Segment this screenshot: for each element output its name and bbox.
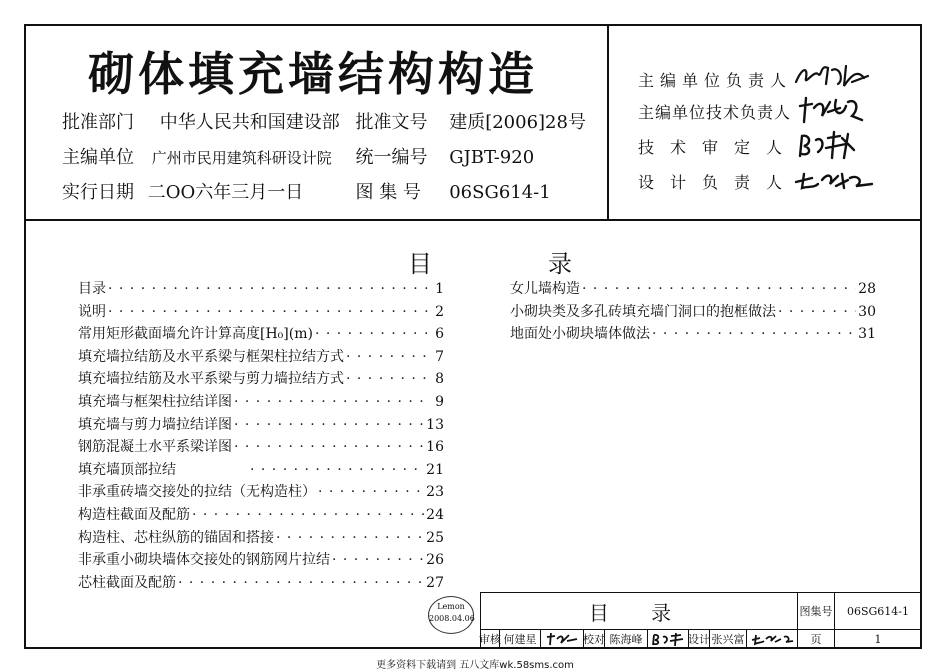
toc-leader: [234, 439, 424, 455]
signature-tech: [796, 94, 866, 126]
toc-entry-page: 7: [435, 348, 444, 365]
toc-leader: [315, 326, 428, 342]
toc-entry[interactable]: [78, 572, 444, 595]
design-signature-mark: [750, 632, 794, 646]
toc-entry-page: 27: [426, 574, 444, 591]
toc-entry-title: 小砌块类及多孔砖填充墙门洞口的抱框做法: [510, 303, 776, 320]
toc-entry[interactable]: [78, 414, 444, 437]
toc-entry[interactable]: [78, 278, 444, 301]
page-title: 砌体填充墙结构构造: [88, 47, 538, 101]
toc-entry-title: 构造柱、芯柱纵筋的锚固和搭接: [78, 529, 274, 546]
toc-leader: [178, 575, 424, 591]
toc-entry-page: 9: [435, 393, 444, 410]
signatory-label-design: 设计负责人: [638, 173, 799, 192]
title-block-sheet-title: 目 录: [480, 592, 798, 630]
unified-no-label: 统一编号: [355, 147, 428, 168]
toc-entry[interactable]: [78, 301, 444, 324]
toc-leader: [778, 304, 856, 320]
toc-leader: [108, 304, 428, 320]
chief-unit-value: 广州市民用建筑科研设计院: [151, 149, 332, 167]
review-signature-mark: [545, 631, 579, 647]
toc-entry[interactable]: [78, 368, 444, 391]
toc-entry[interactable]: [78, 391, 444, 414]
stamp-date: 2008.04.06: [429, 614, 475, 623]
approval-stamp: [428, 596, 474, 634]
stamp-name: Lemon: [437, 602, 465, 611]
title-block-atlas-label: 图集号: [797, 592, 835, 630]
header-vertical-divider: [607, 24, 609, 220]
title-block-check-label: 校对: [583, 629, 605, 649]
title-block-atlas-value: 06SG614-1: [834, 592, 922, 630]
toc-entry-title: 地面处小砌块墙体做法: [510, 326, 650, 343]
effective-date-label: 实行日期: [62, 182, 134, 203]
title-block-check-signature: [647, 629, 689, 649]
chief-unit-line: [62, 143, 534, 169]
toc-heading-right: 录: [548, 250, 578, 278]
title-block-check-name: 陈海峰: [604, 629, 648, 649]
title-block-design-signature: [746, 629, 798, 649]
toc-entry[interactable]: [78, 436, 444, 459]
toc-leader: [332, 552, 424, 568]
signature-chief-unit: [792, 60, 872, 92]
approval-no-value: 建质[2006]28号: [449, 112, 586, 133]
toc-entry-title: 钢筋混凝土水平系梁详图: [78, 439, 232, 456]
toc-entry-page: 1: [435, 281, 444, 297]
toc-leader: [276, 530, 424, 546]
footer-note: 更多资料下载请到 五八文库wk.58sms.com: [376, 660, 574, 671]
effective-date-value: 二OO六年三月一日: [147, 182, 304, 203]
title-block-review-name: 何建星: [499, 629, 541, 649]
toc-entry-title: 目录: [78, 281, 106, 297]
approval-no-label: 批准文号: [355, 112, 428, 133]
toc-entry-page: 24: [426, 506, 444, 523]
title-block-page-value: 1: [834, 629, 922, 649]
toc-leader: [108, 281, 428, 297]
toc-entry[interactable]: [78, 346, 444, 369]
toc-entry[interactable]: [78, 504, 444, 527]
approval-dept-value: 中华人民共和国建设部: [159, 112, 340, 133]
title-block-page-label: 页: [797, 629, 835, 649]
effective-date-line: [62, 178, 551, 204]
approval-dept-label: 批准部门: [62, 112, 134, 133]
toc-entry-title: 芯柱截面及配筋: [78, 574, 176, 591]
check-signature-mark: [651, 631, 685, 647]
toc-entry[interactable]: [510, 301, 876, 324]
toc-entry-page: 23: [426, 484, 444, 501]
toc-entry-page: 25: [426, 529, 444, 546]
toc-entry-page: 30: [858, 303, 876, 320]
chief-unit-label: 主编单位: [62, 147, 134, 168]
toc-entry[interactable]: [510, 278, 876, 301]
toc-entry-page: 6: [435, 326, 444, 343]
toc-entry-title: 女儿墙构造: [510, 281, 580, 297]
signatory-label-review: 技术审定人: [638, 138, 799, 157]
unified-no-value: GJBT-920: [449, 147, 535, 168]
atlas-no-value: 06SG614-1: [449, 182, 551, 203]
toc-entry[interactable]: [78, 459, 444, 482]
toc-entry-title: 非承重小砌块墙体交接处的钢筋网片拉结: [78, 552, 330, 569]
toc-left-column: [78, 278, 444, 594]
toc-leader: [652, 326, 856, 342]
toc-entry-page: 26: [426, 552, 444, 569]
toc-entry-page: 2: [435, 303, 444, 320]
toc-leader: [318, 484, 424, 500]
signatory-label-chief-unit: 主编单位负责人: [638, 71, 793, 90]
toc-entry-title: 非承重砖墙交接处的拉结（无构造柱）: [78, 484, 316, 501]
toc-entry-title: 填充墙与剪力墙拉结详图: [78, 416, 232, 433]
toc-leader: [346, 349, 428, 365]
toc-leader: [234, 394, 428, 410]
toc-entry[interactable]: [78, 323, 444, 346]
toc-entry-title: 填充墙拉结筋及水平系梁与框架柱拉结方式: [78, 348, 344, 365]
title-block-review-signature: [540, 629, 584, 649]
toc-entry-page: 16: [426, 439, 444, 456]
title-block-design-label: 设计: [688, 629, 710, 649]
toc-leader: [346, 371, 428, 387]
approval-line: [62, 108, 586, 134]
toc-leader: [192, 507, 424, 523]
header-divider: [24, 219, 922, 221]
toc-leader: [250, 462, 424, 478]
toc-entry-title: 填充墙与框架柱拉结详图: [78, 393, 232, 410]
toc-entry[interactable]: [510, 323, 876, 346]
toc-entry[interactable]: [78, 481, 444, 504]
toc-entry-title: 填充墙顶部拉结: [78, 461, 176, 478]
toc-entry-page: 13: [426, 416, 444, 433]
signature-design: [792, 166, 876, 194]
atlas-no-label: 图 集 号: [355, 182, 421, 203]
signatory-label-tech: 主编单位技术负责人: [638, 103, 792, 122]
signature-review: [796, 128, 862, 162]
title-block-design-name: 张兴富: [709, 629, 747, 649]
toc-leader: [234, 417, 424, 433]
toc-entry-title: 说明: [78, 303, 106, 320]
toc-heading-left: 目: [408, 250, 438, 278]
title-block-review-label: 审核: [480, 629, 500, 649]
toc-entry-page: 28: [858, 281, 876, 297]
toc-entry[interactable]: [78, 549, 444, 572]
toc-entry-title: 常用矩形截面墙允许计算高度[H₀](m): [78, 326, 313, 343]
toc-entry-page: 8: [435, 371, 444, 388]
toc-right-column: [510, 278, 876, 346]
toc-entry-title: 构造柱截面及配筋: [78, 506, 190, 523]
toc-entry[interactable]: [78, 527, 444, 550]
toc-leader: [582, 281, 856, 297]
toc-entry-page: 21: [426, 461, 444, 478]
toc-entry-title: 填充墙拉结筋及水平系梁与剪力墙拉结方式: [78, 371, 344, 388]
toc-entry-page: 31: [858, 326, 876, 343]
title-block: [480, 592, 922, 649]
